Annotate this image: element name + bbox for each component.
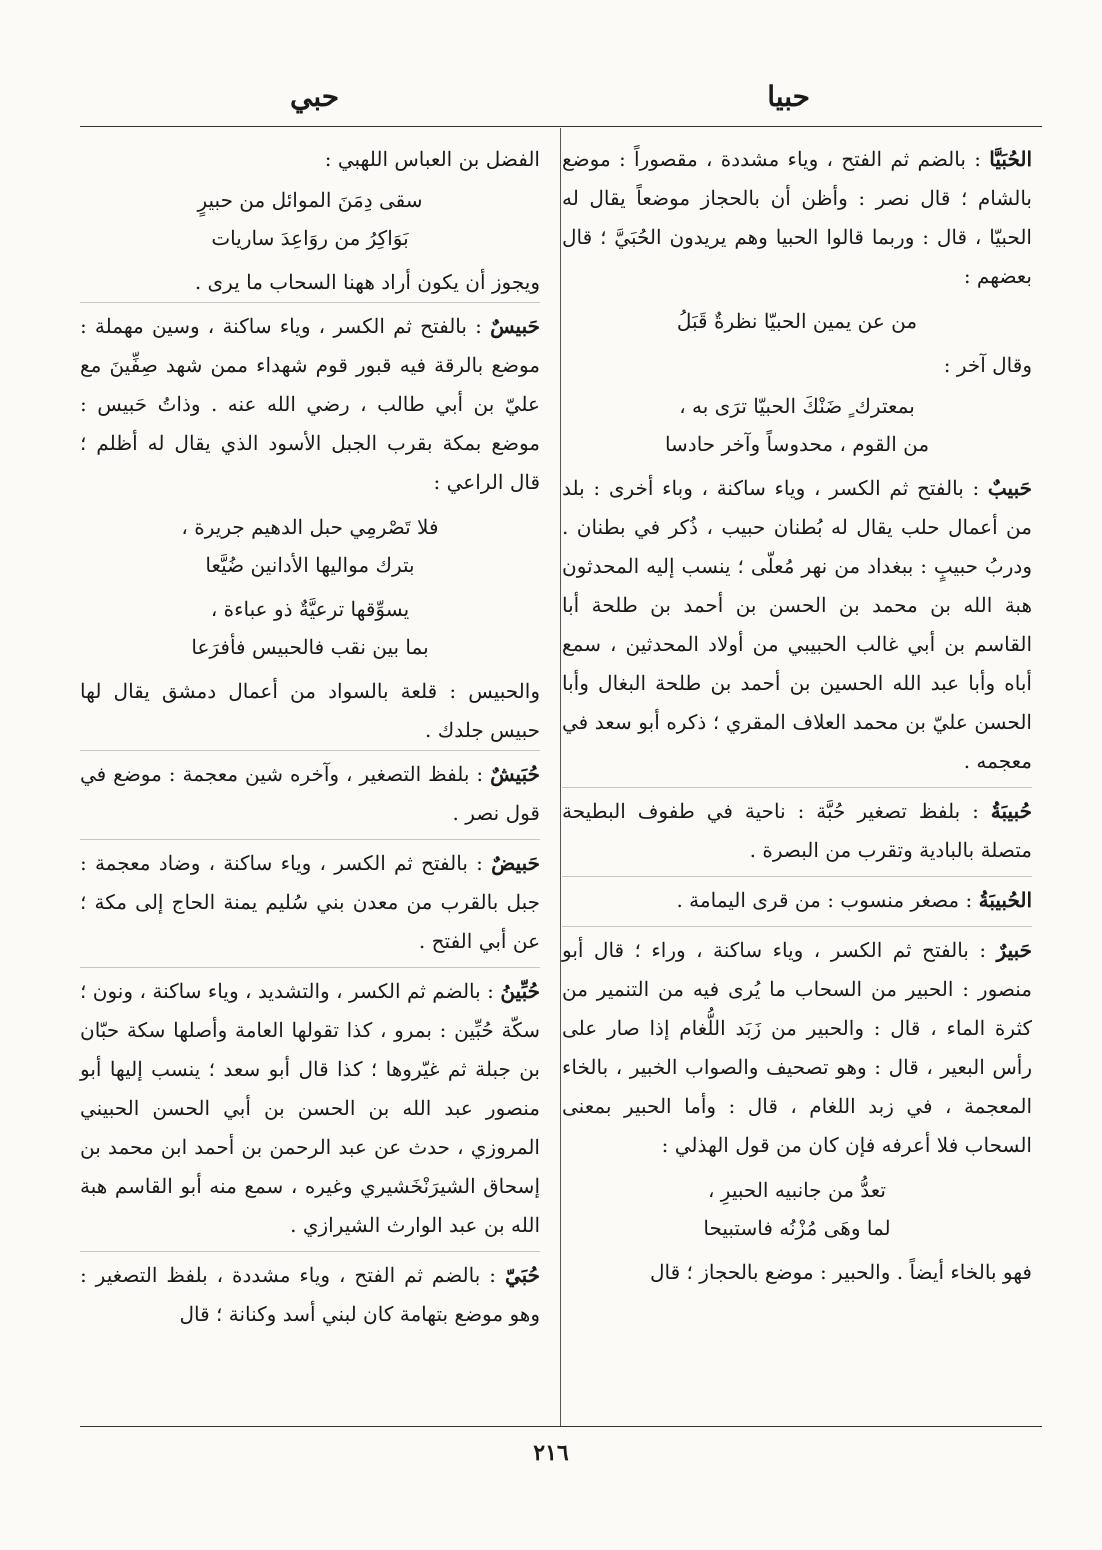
entry-headword: حُبَيّ	[504, 1263, 541, 1287]
entry-headword: حُبَيشٌ	[490, 762, 540, 786]
verse-line: تعدُّ من جانبيه الحبيرِ ،	[707, 1178, 887, 1202]
verse-line: سقى دِمَنَ الموائل من حبيرٍ	[197, 188, 423, 212]
verse	[80, 590, 540, 666]
left-column	[80, 140, 540, 1340]
verse-line: فلا تَصْرمِي حبل الدهيم جريرة ،	[181, 515, 439, 539]
entry-habayya	[562, 140, 1032, 296]
entry-text: : بلفظ تصغير حُبَّة : ناحية في طفوف البطيحة متصلة بالبادية وتقرب من البصرة .	[562, 799, 1032, 862]
entry-headword: حُبيبَةُ	[990, 799, 1032, 823]
entry-text: : بالضم ثم الفتح ، وياء مشددة ، مقصوراً : موضع بالشام ؛ قال نصر : وأظن أن بالحجاز موضعاً يقال له الحبيّا ، قال : وربما قالوا الحبيا وهم يريدون الحُبَيَّ ؛ قال بعضهم :	[562, 147, 1032, 288]
entry-text: ويجوز أن يكون أراد ههنا السحاب ما يرى .	[194, 270, 540, 294]
verse	[562, 387, 1032, 463]
running-header-right: حبيا	[767, 80, 810, 113]
entry-headword: حَبيرٌ	[996, 938, 1033, 962]
entry-text: فهو بالخاء أيضاً . والحبير : موضع بالحجاز ؛ قال	[649, 1260, 1032, 1284]
entry-text: والحبيس : قلعة بالسواد من أعمال دمشق يقال لها حبيس جلدك .	[80, 679, 540, 742]
verse-line: من القوم ، محدوساً وآخر حادسا	[664, 432, 930, 456]
page-number: ٢١٦	[533, 1440, 569, 1466]
entry-headword: الحُبيبَةُ	[978, 888, 1032, 912]
verse-line: يسوِّقها ترعيَّةٌ ذو عباءة ،	[210, 597, 410, 621]
verse-line: بترك مواليها الأدانين ضُيَّعا	[205, 553, 415, 577]
entry-al-hubayba	[562, 876, 1032, 920]
entry-hubayy	[80, 1251, 540, 1334]
verse-line: بما بين نقب فالحبيس فأفرَعا	[191, 635, 429, 659]
entry-text: الفضل بن العباس اللهبي :	[324, 147, 540, 171]
entry-headword: حَبيضٌ	[491, 851, 540, 875]
entry-hubaysh	[80, 750, 540, 833]
column-divider	[560, 128, 561, 1426]
header-rule	[80, 126, 1042, 127]
verse	[80, 508, 540, 584]
entry-headword: حَبيسٌ	[490, 314, 540, 338]
entry-text: : بالضم ثم الكسر ، والتشديد ، وياء ساكنة ، ونون ؛ سكّة حُبِّين : بمرو ، كذا تقولها العامة وأصلها سكة حبّان بن جبلة ثم غيّروها ؛ كذا قال أبو سعد ؛ ينسب إليها أبو منصور عبد الله بن الحسن بن أبي الحسن الحبيني المروزي ، حدث عن عبد الرحمن بن أحمد ابن محمد بن إسحاق الشيرَنْخَشيري وغيره ، سمع منه أبو القاسم هبة الله بن عبد الوارث الشيرازي .	[80, 979, 540, 1237]
verse	[562, 302, 1032, 340]
entry-headword: حُبِّينُ	[500, 979, 540, 1003]
verse	[80, 181, 540, 257]
verse	[562, 1171, 1032, 1247]
entry-text: : بالضم ثم الفتح ، وياء مشددة ، بلفظ التصغير : وهو موضع بتهامة كان لبني أسد وكنانة ؛ قال	[80, 1263, 540, 1326]
verse-line: بَوَاكِرُ من روَاعِدَ ساريات	[211, 226, 409, 250]
entry-habir	[562, 926, 1032, 1165]
footer-rule	[80, 1426, 1042, 1427]
entry-habis	[80, 302, 540, 502]
entry-text: : بالفتح ثم الكسر ، وياء ساكنة ، وراء ؛ قال أبو منصور : الحبير من السحاب ما يُرى فيه من التنمير من كثرة الماء ، قال : والحبير من زَبَد اللُّغام إذا صار على رأس البعير ، قال : وهو تصحيف والصواب الخبير ، بالخاء المعجمة ، في زبد اللغام ، قال : وأما الحبير بمعنى السحاب فلا أعرفه فإن كان من قول الهذلي :	[562, 938, 1032, 1157]
entry-habid	[80, 839, 540, 961]
running-header-left: حبي	[290, 80, 340, 113]
entry-text: وقال آخر :	[943, 353, 1032, 377]
entry-headword: حَبيبٌ	[987, 476, 1032, 500]
entry-habib	[562, 469, 1032, 781]
verse-line: بمعترك ٍ ضَنْكَ الحبيّا ترَى به ،	[679, 394, 915, 418]
entry-headword: الحُبَيَّا	[989, 147, 1033, 171]
entry-text: : مصغر منسوب : من قرى اليمامة .	[676, 888, 973, 912]
entry-text: : بلفظ التصغير ، وآخره شين معجمة : موضع في قول نصر .	[80, 762, 540, 825]
right-column	[562, 140, 1032, 1292]
entry-text: : بالفتح ثم الكسر ، وياء ساكنة ، وضاد معجمة : جبل بالقرب من معدن بني سُليم يمنة الحاج إلى مكة ؛ عن أبي الفتح .	[80, 851, 540, 953]
entry-hubayba	[562, 787, 1032, 870]
entry-hubbin	[80, 967, 540, 1245]
entry-text: : بالفتح ثم الكسر ، وياء ساكنة ، وسين مهملة : موضع بالرقة فيه قبور قوم شهداء ممن شهد صِفِّينَ مع عليّ بن أبي طالب ، رضي الله عنه . وذاتُ حَبيس : موضع بمكة بقرب الجبل الأسود الذي يقال له أظلم ؛ قال الراعي :	[80, 314, 540, 494]
entry-text: : بالفتح ثم الكسر ، وياء ساكنة ، وباء أخرى : بلد من أعمال حلب يقال له بُطنان حبيب ، ذُكر في بطنان . ودربُ حبيبٍ : ببغداد من نهر مُعلّى ؛ ينسب إليه المحدثون هبة الله بن محمد بن الحسن بن أحمد بن طلحة أبا القاسم بن أبي غالب الحبيبي من أولاد المحدثين ، سمع أباه وأبا عبد الله الحسين بن أحمد بن طلحة البغال وأبا الحسن عليّ بن محمد العلاف المقري ؛ ذكره أبو سعد في معجمه .	[562, 476, 1032, 773]
verse-line: لما وهَى مُزْنُه فاستبيحا	[703, 1216, 891, 1240]
verse-line: من عن يمين الحبيّا نظرةٌ قَبَلُ	[676, 309, 918, 333]
